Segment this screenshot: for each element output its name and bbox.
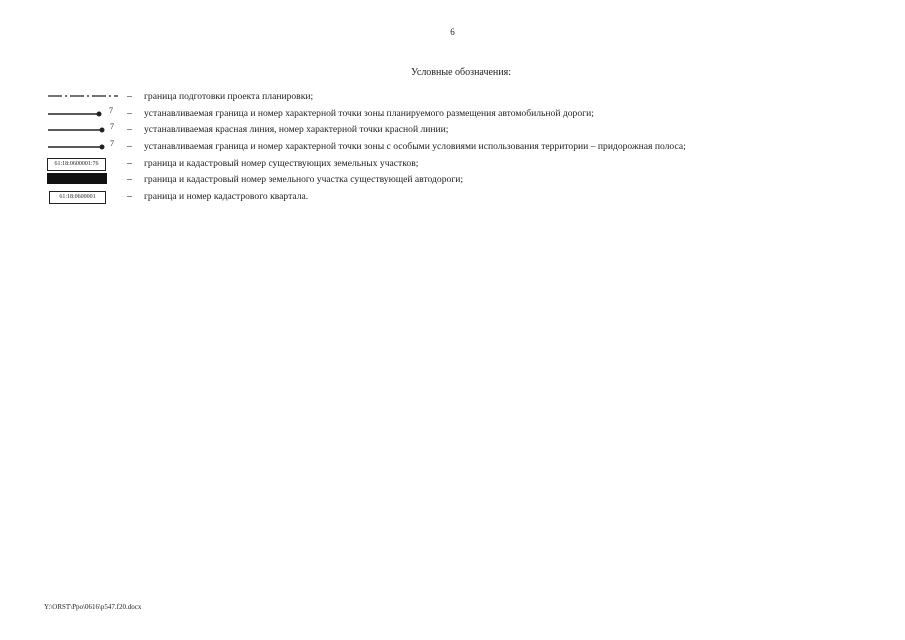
legend-text-cadastral-quarter: граница и номер кадастрового квартала. — [144, 191, 309, 202]
legend-row-roadside-strip — [40, 139, 800, 155]
legend-dash: – — [127, 141, 132, 152]
legend-text-road-zone-boundary: устанавливаемая граница и номер характерной точки зоны планируемого размещения автомобильной дороги; — [144, 108, 594, 119]
legend-dash: – — [127, 108, 132, 119]
parcel-box-icon: 61:18:0600001:76 — [47, 158, 106, 171]
road-parcel-icon — [47, 173, 107, 184]
file-path: Y:\ORST\Ppo\0616\p547.f20.docx — [44, 603, 142, 611]
legend-text-road-parcel: граница и кадастровый номер земельного участка существующей автодороги; — [144, 174, 464, 185]
legend-text-roadside-strip: устанавливаемая граница и номер характерной точки зоны с особыми условиями использования территории – придорожная полоса; — [144, 141, 686, 152]
legend-row-land-parcels — [40, 156, 800, 172]
legend-dash: – — [127, 91, 132, 102]
legend-title: Условные обозначения: — [411, 67, 512, 78]
dash-dot-line-icon — [46, 89, 126, 105]
legend-dash: – — [127, 191, 132, 202]
legend-text-land-parcels: граница и кадастровый номер существующих земельных участков; — [144, 158, 419, 169]
legend-row-road-parcel — [40, 172, 800, 188]
quarter-box-icon: 61:18:0600001 — [49, 191, 106, 204]
page-number: 6 — [450, 27, 455, 37]
legend-row-cadastral-quarter — [40, 189, 800, 205]
line-point-icon — [46, 139, 126, 155]
point-label: 7 — [110, 139, 114, 148]
legend-text-red-line: устанавливаемая красная линия, номер характерной точки красной линии; — [144, 124, 449, 135]
legend-dash: – — [127, 158, 132, 169]
legend-dash: – — [127, 174, 132, 185]
legend-row-road-zone-boundary — [40, 106, 800, 122]
line-point-icon — [46, 106, 126, 122]
point-label: 7 — [109, 106, 113, 115]
legend-row-red-line — [40, 122, 800, 138]
line-point-icon — [46, 122, 126, 138]
legend-text-planning-boundary: граница подготовки проекта планировки; — [144, 91, 314, 102]
point-label: 7 — [110, 122, 114, 131]
legend-row-planning-boundary — [40, 89, 800, 105]
legend-dash: – — [127, 124, 132, 135]
